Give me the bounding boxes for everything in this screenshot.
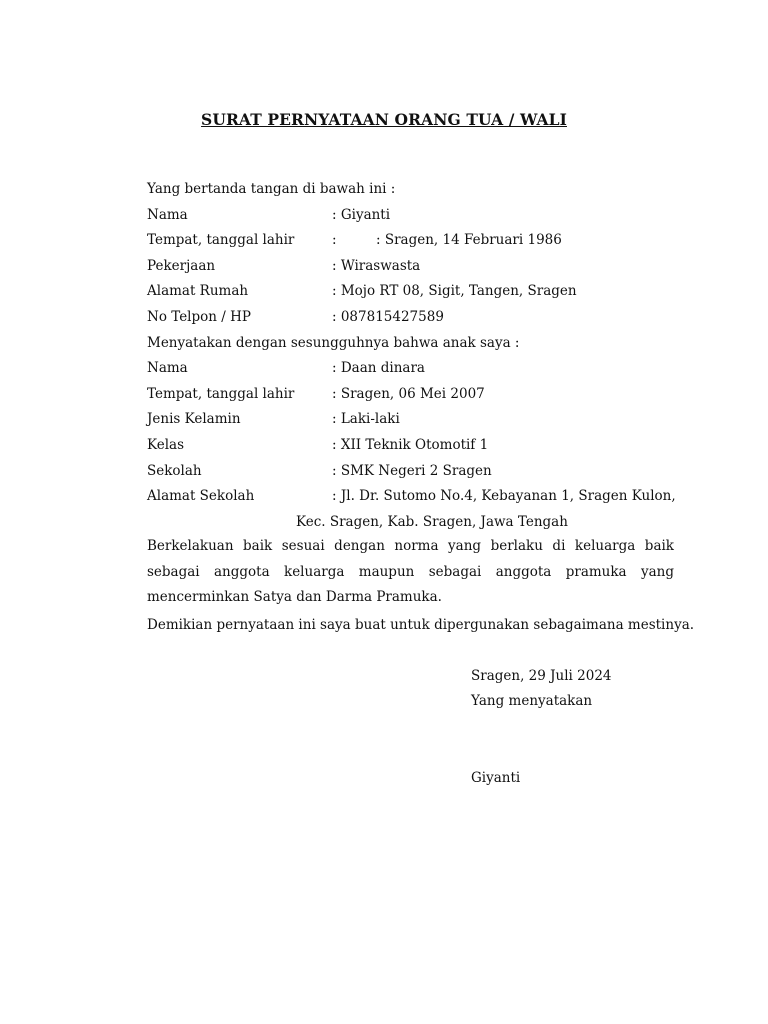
- child-gender-value: : Laki-laki: [332, 411, 400, 427]
- document-title: SURAT PERNYATAAN ORANG TUA / WALI: [201, 110, 567, 129]
- child-class-row: [147, 436, 488, 454]
- child-school-row: [147, 462, 492, 480]
- child-name-value: : Daan dinara: [332, 360, 425, 376]
- parent-phone-row: [147, 308, 444, 326]
- parent-address-value: : Mojo RT 08, Sigit, Tangen, Sragen: [332, 283, 577, 299]
- signature-place-date: Sragen, 29 Juli 2024: [471, 668, 612, 684]
- parent-address-row: [147, 282, 577, 300]
- child-gender-row: [147, 410, 400, 428]
- parent-phone-value: : 087815427589: [332, 309, 444, 325]
- child-school-address-label: Alamat Sekolah: [147, 488, 255, 504]
- child-name-row: [147, 359, 425, 377]
- child-class-value: : XII Teknik Otomotif 1: [332, 437, 489, 453]
- child-birth-value: : Sragen, 06 Mei 2007: [332, 386, 485, 402]
- parent-job-value: : Wiraswasta: [332, 258, 421, 274]
- behavior-paragraph: Berkelakuan baik sesuai dengan norma yang berlaku di keluarga baik sebagai anggota keluarga maupun sebagai anggota pramuka yang mencerminkan Satya dan Darma Pramuka.: [147, 538, 674, 606]
- parent-job-row: [147, 257, 420, 275]
- statement-intro: Menyatakan dengan sesungguhnya bahwa anak saya :: [147, 335, 520, 351]
- child-birth-label: Tempat, tanggal lahir: [147, 386, 295, 402]
- intro-text: Yang bertanda tangan di bawah ini :: [147, 181, 396, 197]
- parent-birth-value: : Sragen, 14 Februari 1986: [376, 232, 562, 248]
- parent-name-row: [147, 206, 390, 224]
- parent-birth-row: [147, 231, 562, 249]
- child-school-address-continued: Kec. Sragen, Kab. Sragen, Jawa Tengah: [296, 514, 568, 530]
- parent-phone-label: No Telpon / HP: [147, 309, 251, 325]
- child-school-value: : SMK Negeri 2 Sragen: [332, 463, 492, 479]
- parent-name-value: : Giyanti: [332, 207, 391, 223]
- child-gender-label: Jenis Kelamin: [147, 411, 241, 427]
- signature-role: Yang menyatakan: [471, 693, 593, 709]
- parent-job-label: Pekerjaan: [147, 258, 216, 274]
- parent-name-label: Nama: [147, 207, 188, 223]
- parent-birth-colon: :: [332, 232, 337, 248]
- child-school-label: Sekolah: [147, 463, 202, 479]
- signature-name: Giyanti: [471, 770, 521, 786]
- closing-text: Demikian pernyataan ini saya buat untuk dipergunakan sebagaimana mestinya.: [147, 617, 695, 633]
- child-school-address-row: [147, 487, 676, 505]
- parent-birth-label: Tempat, tanggal lahir: [147, 232, 295, 248]
- child-birth-row: [147, 385, 485, 403]
- parent-address-label: Alamat Rumah: [147, 283, 249, 299]
- child-class-label: Kelas: [147, 437, 185, 453]
- child-name-label: Nama: [147, 360, 188, 376]
- child-school-address-value: : Jl. Dr. Sutomo No.4, Kebayanan 1, Sragen Kulon,: [332, 488, 676, 504]
